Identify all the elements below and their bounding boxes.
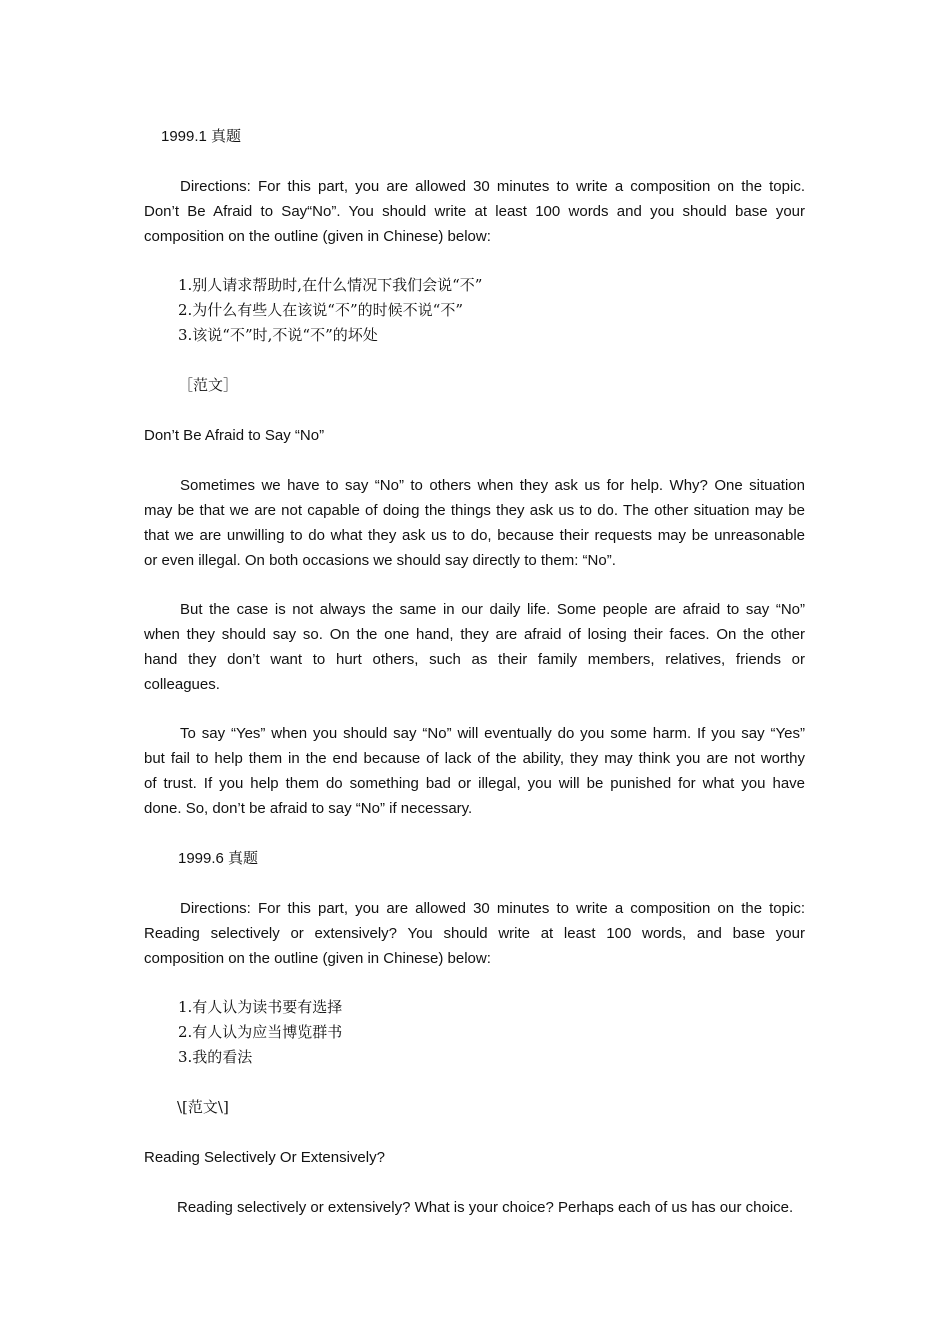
label-text: \[范文\] — [177, 1098, 229, 1116]
outline-item: 3.我的看法 — [178, 1048, 253, 1066]
directions-paragraph-2 — [144, 896, 805, 971]
title-text: Reading Selectively Or Extensively? — [144, 1149, 385, 1166]
title-text: Don’t Be Afraid to Say “No” — [144, 427, 325, 444]
text-line: To say “Yes” when you should say “No” will eventually do you some harm. If you say “Yes” — [180, 725, 805, 742]
outline-item: 1.有人认为读书要有选择 — [178, 998, 343, 1016]
text-line: composition on the outline (given in Chinese) below: — [144, 950, 491, 967]
model-essay-label-1 — [144, 373, 805, 398]
essay-1-paragraph-1 — [144, 473, 805, 573]
outline-item: 2.有人认为应当博览群书 — [178, 1023, 343, 1041]
essay-title-2 — [144, 1145, 805, 1170]
essay-1-paragraph-2 — [144, 597, 805, 697]
text-line: done. So, don’t be afraid to say “No” if necessary. — [144, 800, 473, 817]
outline-list-2 — [144, 995, 805, 1070]
text-line: of trust. If you help them do something bad or illegal, you will be punished for what you have — [144, 775, 805, 792]
section-heading-1999-6 — [144, 846, 805, 871]
essay-1-paragraph-3 — [144, 721, 805, 821]
text-line: Reading selectively or extensively? What is your choice? Perhaps each of us has our choice. — [177, 1199, 794, 1216]
outline-list-1 — [144, 273, 805, 348]
text-line: But the case is not always the same in our daily life. Some people are afraid to say “No” — [180, 601, 805, 618]
outline-item: 2.为什么有些人在该说“不”的时候不说“不” — [178, 301, 463, 319]
outline-item: 1.别人请求帮助时,在什么情况下我们会说“不” — [178, 276, 483, 294]
text-line: Directions: For this part, you are allowed 30 minutes to write a composition on the topic. — [180, 178, 805, 195]
model-essay-label-2 — [144, 1095, 805, 1120]
essay-title-1 — [144, 423, 805, 448]
text-line: Sometimes we have to say “No” to others when they ask us for help. Why? One situation — [180, 477, 805, 494]
outline-item: 3.该说“不”时,不说“不”的坏处 — [178, 326, 378, 344]
text-line: hand they don’t want to hurt others, such as their family members, relatives, friends or — [144, 651, 805, 668]
text-line: colleagues. — [144, 676, 220, 693]
text-line: but fail to help them in the end because of lack of the ability, they may think you are not worthy — [144, 750, 805, 767]
text-line: may be that we are not capable of doing the things they ask us to do. The other situation may be — [144, 502, 805, 519]
section-heading-1999-1 — [144, 124, 805, 149]
text-line: Directions: For this part, you are allowed 30 minutes to write a composition on the topic: — [180, 900, 805, 917]
text-line: that we are unwilling to do what they ask us to do, because their requests may be unreasonable — [144, 527, 805, 544]
heading-text: 1999.1 真题 — [161, 128, 242, 145]
text-line: Reading selectively or extensively? You should write at least 100 words, and base your — [144, 925, 805, 942]
text-line: Don’t Be Afraid to Say“No”. You should write at least 100 words and you should base your — [144, 203, 805, 220]
heading-text: 1999.6 真题 — [178, 850, 259, 867]
directions-paragraph-1 — [144, 174, 805, 249]
text-line: when they should say so. On the one hand, they are afraid of losing their faces. On the other — [144, 626, 805, 643]
essay-2-paragraph-1 — [144, 1195, 805, 1220]
text-line: or even illegal. On both occasions we should say directly to them: “No”. — [144, 552, 616, 569]
text-line: composition on the outline (given in Chinese) below: — [144, 228, 491, 245]
label-text: ［范文］ — [178, 376, 239, 394]
